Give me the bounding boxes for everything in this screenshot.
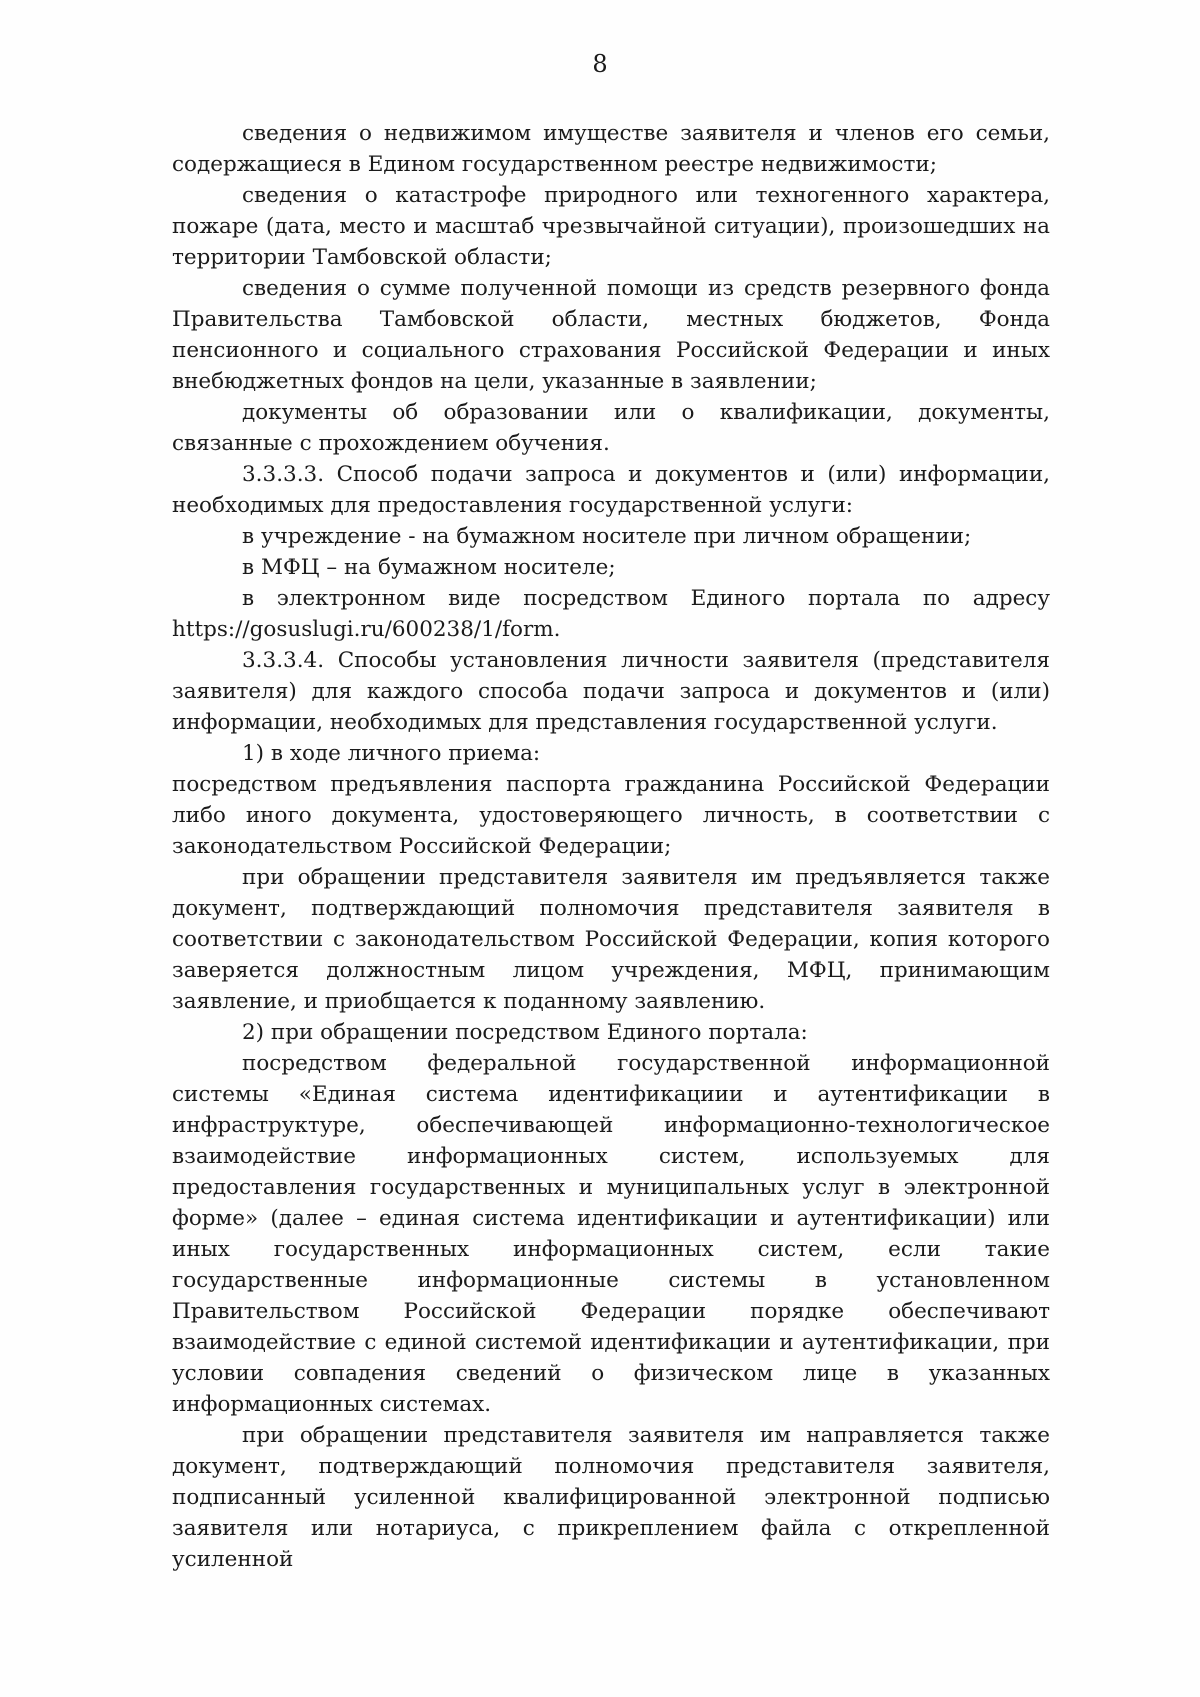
paragraph: сведения о катастрофе природного или техногенного характера, пожаре (дата, место и масштаб чрезвычайной ситуации), произошедших на территории Тамбовской области; <box>172 183 1050 270</box>
paragraph: в электронном виде посредством Единого портала по адресу https://gosuslugi.ru/600238/1/form. <box>172 586 1050 642</box>
paragraph: при обращении представителя заявителя им предъявляется также документ, подтверждающий полномочия представителя заявителя в соответствии с законодательством Российской Федерации, копия которого заверяется должностным лицом учреждения, МФЦ, принимающим заявление, и приобщается к поданному заявлению. <box>172 865 1050 1014</box>
paragraph: 3.3.3.4. Способы установления личности заявителя (представителя заявителя) для каждого способа подачи запроса и документов и (или) информации, необходимых для представления государственной услуги. <box>172 648 1050 735</box>
paragraph: в МФЦ – на бумажном носителе; <box>242 555 616 580</box>
paragraph: 1) в ходе личного приема: <box>242 741 541 766</box>
paragraph: сведения о сумме полученной помощи из средств резервного фонда Правительства Тамбовской области, местных бюджетов, Фонда пенсионного и социального страхования Российской Федерации и иных внебюджетных фондов на цели, указанные в заявлении; <box>172 276 1050 394</box>
paragraph: в учреждение - на бумажном носителе при личном обращении; <box>242 524 972 549</box>
paragraph-continues: при обращении представителя заявителя им направляется также документ, подтверждающий полномочия представителя заявителя, подписанный усиленной квалифицированной электронной подписью заявителя или нотариуса, с прикреплением файла с открепленной усиленной <box>172 1423 1050 1572</box>
paragraph: посредством предъявления паспорта гражданина Российской Федерации либо иного документа, удостоверяющего личность, в соответствии с законодательством Российской Федерации; <box>172 772 1050 859</box>
paragraph: посредством федеральной государственной информационной системы «Единая система идентификациии и аутентификации в инфраструктуре, обеспечивающей информационно-технологическое взаимодействие информационных систем, используемых для предоставления государственных и муниципальных услуг в электронной форме» (далее – единая система идентификации и аутентификации) или иных государственных информационных систем, если такие государственные информационные системы в установленном Правительством Российской Федерации порядке обеспечивают взаимодействие с единой системой идентификации и аутентификации, при условии совпадения сведений о физическом лице в указанных информационных системах. <box>172 1051 1050 1417</box>
document-body <box>172 118 1050 1575</box>
page-number: 8 <box>592 50 608 78</box>
paragraph: документы об образовании или о квалификации, документы, связанные с прохождением обучения. <box>172 400 1050 456</box>
paragraph: сведения о недвижимом имуществе заявителя и членов его семьи, содержащиеся в Едином государственном реестре недвижимости; <box>172 121 1050 177</box>
paragraph: 3.3.3.3. Способ подачи запроса и документов и (или) информации, необходимых для предоставления государственной услуги: <box>172 462 1050 518</box>
paragraph: 2) при обращении посредством Единого портала: <box>242 1020 808 1045</box>
